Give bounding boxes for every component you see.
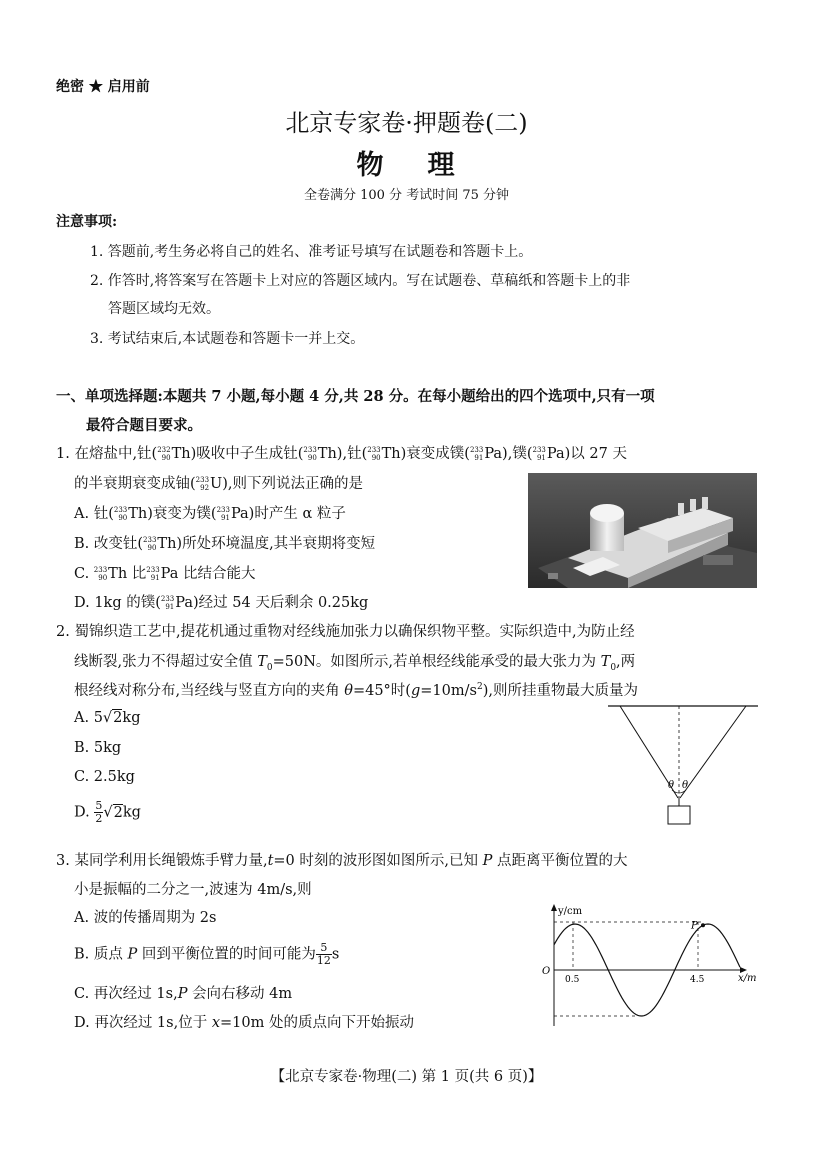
wave-graph (530, 900, 760, 1030)
nuclide-pa233: 233 91 (469, 446, 484, 462)
secret-label: 绝密 ★ 启用前 (56, 79, 150, 95)
q3-option-c: C. 再次经过 1s,P 会向右移动 4m (74, 986, 293, 1002)
nuclide-th233-b: 233 90 (367, 446, 381, 462)
theta-label-left: θ (668, 780, 675, 791)
y-axis-label: y/cm (558, 906, 583, 917)
nuclide-u233: 233 92 (195, 476, 210, 492)
reactor-photo (528, 473, 757, 588)
x-axis-label: x/m (738, 973, 757, 984)
exam-title: 北京专家卷·押题卷(二) (285, 109, 528, 137)
origin-label: O (542, 966, 551, 977)
nuclide-th233: 233 90 (303, 446, 317, 462)
q2-option-d: D. $\frac{5}{2}$ √2kg (74, 799, 141, 825)
q3-stem-line1: 3. 某同学利用长绳锻炼手臂力量,t=0 时刻的波形图如图所示,已知 P 点距离平衡位置的大 (56, 853, 628, 869)
nuclide-th232: 232 90 (157, 446, 171, 462)
tension-diagram (608, 700, 758, 830)
q1-stem-line1: 1. 在熔盐中,钍(232 90Th)吸收中子生成钍(233 90Th),钍(233 90Th)衰变成镤(233 91Pa),镤(233 91Pa)以 27 天 (56, 446, 627, 462)
q3-option-d: D. 再次经过 1s,位于 x=10m 处的质点向下开始振动 (74, 1015, 414, 1031)
subject-char-2: 理 (427, 150, 457, 181)
section-1-heading-cont: 最符合题目要求。 (86, 417, 202, 434)
exam-info: 全卷满分 100 分 考试时间 75 分钟 (303, 188, 510, 203)
nuclide-pa233-b: 233 91 (532, 446, 546, 462)
section-1-heading: 一、单项选择题:本题共 7 小题,每小题 4 分,共 28 分。在每小题给出的四个选项中,只有一项 (56, 388, 655, 405)
q2-stem-line2: 线断裂,张力不得超过安全值 $T_0=50N$。如图所示,若单根经线能承受的最大张力为 $T_0$,两 (74, 654, 636, 673)
notice-item-1: 1. 答题前,考生务必将自己的姓名、准考证号填写在试题卷和答题卡上。 (90, 244, 533, 260)
q2-stem-line3: 根经线对称分布,当经线与竖直方向的夹角 θ=45°时$(g=10m/s^2)$,则所挂重物最大质量为 (74, 682, 638, 699)
q3-option-a: A. 波的传播周期为 2s (74, 910, 217, 926)
q3-stem-line2: 小是振幅的二分之一,波速为 4m/s,则 (74, 882, 312, 898)
q1-option-c: C. 233 90Th 比233 91Pa 比结合能大 (74, 566, 256, 582)
page-footer: 【北京专家卷·物理(二) 第 1 页(共 6 页)】 (270, 1069, 543, 1085)
notice-item-3: 3. 考试结束后,本试题卷和答题卡一并上交。 (90, 331, 365, 347)
tick-0-5: 0.5 (565, 975, 580, 985)
point-p-label: P (691, 920, 698, 932)
q2-stem-line1: 2. 蜀锦织造工艺中,提花机通过重物对经线施加张力以确保织物平整。实际织造中,为防止经 (56, 624, 635, 640)
q1-option-a: A. 钍(233 90Th)衰变为镤(233 91Pa)时产生 α 粒子 (74, 506, 346, 522)
q1-option-d: D. 1kg 的镤(233 91Pa)经过 54 天后剩余 0.25kg (74, 595, 369, 611)
point-p (701, 923, 705, 927)
subject-title (0, 143, 813, 182)
q3-option-b: B. 质点 P 回到平衡位置的时间可能为 $\frac{5}{12}$ s (74, 941, 340, 967)
notice-title: 注意事项: (56, 214, 118, 230)
q2-option-c: C. 2.5kg (74, 769, 135, 785)
subject-char-1: 物 (356, 150, 386, 181)
q2-option-b: B. 5kg (74, 740, 122, 756)
theta-label-right: θ (682, 780, 689, 791)
notice-item-2-cont: 答题区域均无效。 (108, 301, 220, 317)
tick-4-5: 4.5 (690, 975, 705, 985)
q2-option-a: A. 5√2kg (74, 710, 141, 726)
q1-stem-line2: 的半衰期衰变成铀(233 92U),则下列说法正确的是 (74, 476, 364, 492)
notice-item-2: 2. 作答时,将答案写在答题卡上对应的答题区域内。写在试题卷、草稿纸和答题卡上的非 (90, 273, 631, 289)
hanging-weight (668, 806, 690, 824)
q1-option-b: B. 改变钍(233 90Th)所处环境温度,其半衰期将变短 (74, 536, 376, 552)
